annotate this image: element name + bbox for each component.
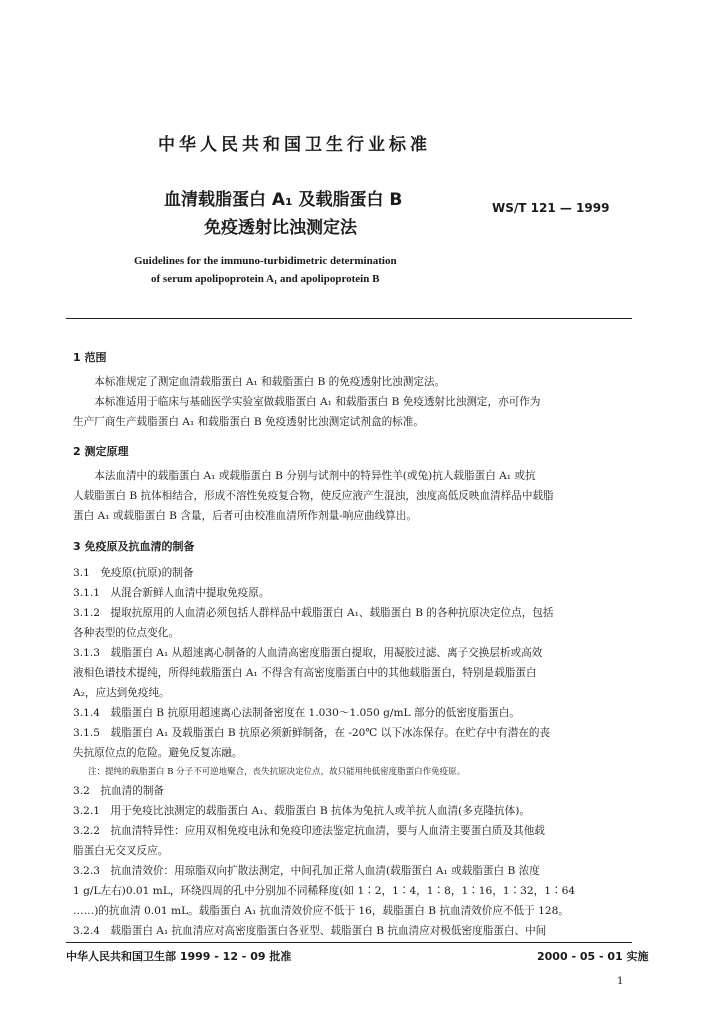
section-3-title: 3 免疫原及抗血清的制备	[73, 540, 195, 553]
clause: A₂，应达到免疫纯。	[73, 687, 170, 699]
clause: 1 g/L左右)0.01 mL，环绕四周的孔中分别加不同稀释度(如 1∶2，1∶4，1∶8，1∶16，1∶32，1∶64	[73, 885, 576, 897]
clause: 液相色谱技术提纯，所得纯载脂蛋白 A₁ 不得含有高密度脂蛋白中的其他载脂蛋白，特别是载脂蛋白	[73, 667, 537, 679]
implementation-date: 2000 - 05 - 01 实施	[537, 950, 649, 963]
clause: 3.2.1 用于免疫比浊测定的载脂蛋白 A₁、载脂蛋白 B 抗体为兔抗人或羊抗人血清(多克隆抗体)。	[73, 805, 530, 817]
header-divider	[66, 318, 632, 319]
english-title-1: Guidelines for the immuno-turbidimetric determination	[134, 255, 397, 267]
title-line-2: 免疫透射比浊测定法	[204, 218, 357, 238]
paragraph: 人载脂蛋白 B 抗体相结合，形成不溶性免疫复合物，使反应液产生混浊，浊度高低反映血清样品中载脂	[73, 490, 554, 502]
section-2-title: 2 测定原理	[73, 445, 129, 458]
paragraph: 生产厂商生产载脂蛋白 A₁ 和载脂蛋白 B 免疫透射比浊测定试剂盒的标准。	[73, 416, 424, 428]
english-title-2: of serum apolipoprotein A₁ and apolipoprotein B	[151, 273, 380, 285]
footer-divider	[66, 942, 632, 943]
paragraph: 蛋白 A₁ 或载脂蛋白 B 含量，后者可由校准血清所作剂量-响应曲线算出。	[73, 510, 417, 522]
clause: 脂蛋白无交叉反应。	[73, 845, 169, 857]
clause: 3.1.4 载脂蛋白 B 抗原用超速离心法制备密度在 1.030～1.050 g/mL 部分的低密度脂蛋白。	[73, 707, 520, 719]
clause: 3.2 抗血清的制备	[73, 785, 165, 797]
clause: 3.1.1 从混合新鲜人血清中提取免疫原。	[73, 587, 270, 599]
clause: 失抗原位点的危险。避免反复冻融。	[73, 747, 243, 759]
approval-date: 中华人民共和国卫生部 1999 - 12 - 09 批准	[66, 950, 292, 963]
paragraph: 本标准规定了测定血清载脂蛋白 A₁ 和载脂蛋白 B 的免疫透射比浊测定法。	[73, 376, 446, 388]
section-1-title: 1 范围	[73, 351, 107, 364]
paragraph: 本法血清中的载脂蛋白 A₁ 或载脂蛋白 B 分别与试剂中的特异性羊(或兔)抗人载脂蛋白 A₁ 或抗	[73, 470, 536, 482]
paragraph: 本标准适用于临床与基础医学实验室做载脂蛋白 A₁ 和载脂蛋白 B 免疫透射比浊测定，亦可作为	[73, 396, 541, 408]
clause: 3.2.2 抗血清特异性：应用双相免疫电泳和免疫印迹法鉴定抗血清，要与人血清主要蛋白质及其他载	[73, 825, 545, 837]
clause: ……)的抗血清 0.01 mL。载脂蛋白 A₁ 抗血清效价应不低于 16，载脂蛋白 B 抗血清效价应不低于 128。	[73, 905, 569, 917]
standard-code: WS/T 121 — 1999	[492, 201, 610, 215]
clause: 3.2.3 抗血清效价：用琼脂双向扩散法测定，中间孔加正常人血清(载脂蛋白 A₁ 或载脂蛋白 B 浓度	[73, 865, 540, 877]
clause: 3.1 免疫原(抗原)的制备	[73, 567, 194, 579]
clause: 3.1.5 载脂蛋白 A₁ 及载脂蛋白 B 抗原必须新鲜制备，在 -20℃ 以下冰冻保存。在贮存中有潜在的丧	[73, 727, 551, 739]
page-number: 1	[617, 976, 624, 987]
issuing-body: 中华人民共和国卫生行业标准	[158, 135, 431, 155]
title-line-1: 血清载脂蛋白 A₁ 及载脂蛋白 B	[164, 190, 403, 210]
note: 注：提纯的载脂蛋白 B 分子不可逆地聚合，丧失抗原决定位点，故只能用纯低密度脂蛋白作免疫原。	[88, 767, 466, 777]
clause: 3.1.2 提取抗原用的人血清必须包括人群样品中载脂蛋白 A₁、载脂蛋白 B 的各种抗原决定位点，包括	[73, 607, 554, 619]
clause: 3.2.4 载脂蛋白 A₁ 抗血清应对高密度脂蛋白各亚型、载脂蛋白 B 抗血清应对极低密度脂蛋白、中间	[73, 925, 547, 937]
clause: 各种表型的位点变化。	[73, 627, 179, 639]
clause: 3.1.3 载脂蛋白 A₁ 从超速离心制备的人血清高密度脂蛋白提取，用凝胶过滤、离子交换层析或高效	[73, 647, 543, 659]
